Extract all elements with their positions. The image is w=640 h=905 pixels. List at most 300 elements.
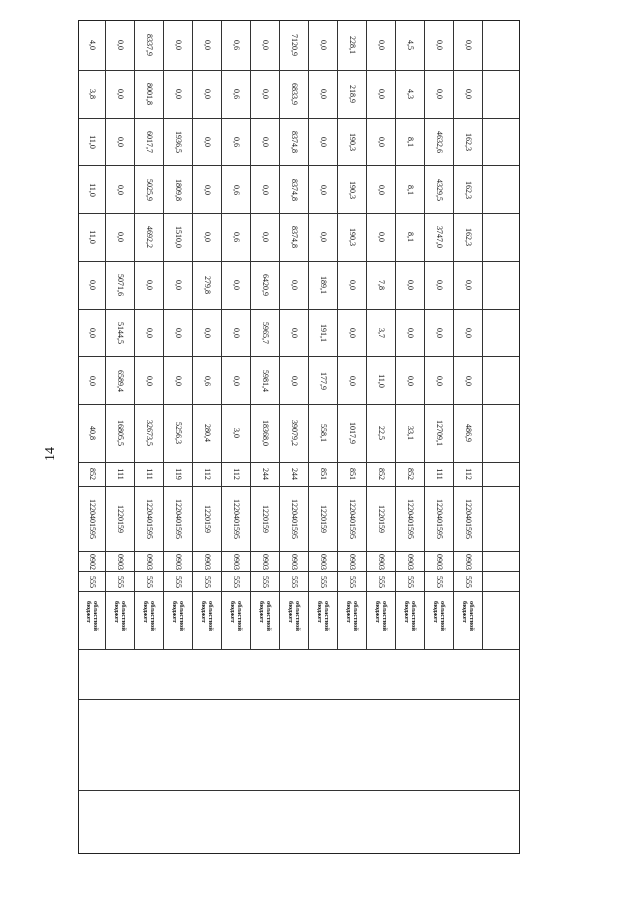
table-field-row — [79, 405, 519, 463]
cell-text: 11,0 — [88, 135, 97, 149]
cell-text: 0,0 — [377, 89, 386, 100]
table-cell — [222, 487, 251, 552]
table-cell — [396, 405, 425, 462]
table-cell-empty — [483, 21, 519, 70]
cell-text: 0,0 — [435, 89, 444, 100]
cell-text: областной бюджет — [258, 600, 272, 631]
table-cell — [396, 572, 425, 591]
cell-text: 0,0 — [261, 184, 270, 195]
table-cell — [251, 572, 280, 591]
table-cell — [367, 71, 396, 118]
table-cell — [425, 166, 454, 213]
table-cell — [251, 119, 280, 166]
cell-text: 8374,8 — [290, 226, 299, 249]
cell-text: 555 — [232, 575, 241, 588]
cell-text: 5981,4 — [261, 369, 270, 392]
table-cell — [367, 572, 396, 591]
table-field-row — [79, 463, 519, 487]
table-cell — [454, 166, 483, 213]
table-cell — [79, 262, 106, 309]
table-cell — [309, 552, 338, 571]
table-cell — [164, 262, 193, 309]
table-cell — [367, 405, 396, 462]
cell-text: 555 — [464, 575, 473, 588]
cell-text: 1220401595 — [290, 499, 299, 540]
table-cell — [222, 262, 251, 309]
cell-text: 0,0 — [377, 136, 386, 147]
table-cell — [135, 572, 164, 591]
table-cell — [280, 405, 309, 462]
cell-text: 0,0 — [319, 40, 328, 51]
table-cell — [309, 71, 338, 118]
table-cell — [193, 71, 222, 118]
table-cell — [425, 71, 454, 118]
cell-text: областной бюджет — [287, 600, 301, 631]
cell-text: 852 — [377, 468, 386, 481]
table-cell — [425, 310, 454, 357]
table-blank-row — [79, 791, 519, 853]
table-cell — [135, 310, 164, 357]
table-cell-empty — [483, 357, 519, 404]
table-cell — [79, 166, 106, 213]
cell-text: 1220159 — [261, 505, 270, 534]
table-cell — [222, 572, 251, 591]
cell-text: 162,3 — [464, 228, 473, 247]
table-cell — [309, 463, 338, 486]
table-cell — [79, 21, 106, 70]
cell-text: 280,4 — [203, 424, 212, 443]
table-cell — [338, 487, 367, 552]
table-cell — [425, 487, 454, 552]
table-cell — [164, 119, 193, 166]
table-cell — [135, 166, 164, 213]
table-cell — [222, 21, 251, 70]
table-cell-empty — [483, 572, 519, 591]
table-cell — [193, 592, 222, 649]
cell-text: 1220159 — [319, 505, 328, 534]
cell-text: 1017,9 — [348, 422, 357, 445]
table-cell-empty — [79, 700, 519, 791]
cell-text: 111 — [435, 468, 444, 480]
cell-text: 0,0 — [145, 280, 154, 291]
page-number: 14 — [43, 447, 58, 461]
table-cell-empty — [483, 487, 519, 552]
table-cell — [193, 214, 222, 261]
table-cell — [454, 572, 483, 591]
cell-text: 0,0 — [377, 40, 386, 51]
table-cell — [164, 21, 193, 70]
table-cell — [79, 463, 106, 486]
cell-text: 0,0 — [203, 136, 212, 147]
cell-text: 0,0 — [464, 327, 473, 338]
cell-text: областной бюджет — [85, 600, 99, 631]
cell-text: 228,1 — [348, 36, 357, 55]
table-field-row — [79, 21, 519, 71]
table-cell — [367, 463, 396, 486]
cell-text: 6420,9 — [261, 274, 270, 297]
cell-text: 11,0 — [88, 230, 97, 245]
table-cell — [280, 357, 309, 404]
table-cell — [193, 21, 222, 70]
table-cell — [338, 119, 367, 166]
cell-text: областной бюджет — [171, 600, 185, 631]
table-cell — [396, 592, 425, 649]
cell-text: 0,0 — [261, 40, 270, 51]
table-cell — [338, 71, 367, 118]
cell-text: 0903 — [377, 553, 386, 570]
table-cell — [309, 119, 338, 166]
table-cell — [425, 262, 454, 309]
table-cell — [106, 572, 135, 591]
cell-text: 1220401595 — [464, 499, 473, 540]
table-cell — [396, 21, 425, 70]
table-cell-empty — [483, 71, 519, 118]
table-field-row — [79, 71, 519, 119]
cell-text: 0,0 — [406, 327, 415, 338]
cell-text: 0,0 — [464, 40, 473, 51]
cell-text: 8337,9 — [145, 34, 154, 57]
cell-text: 0,0 — [464, 89, 473, 100]
table-cell — [309, 487, 338, 552]
table-cell — [425, 552, 454, 571]
table-cell — [309, 262, 338, 309]
cell-text: 8374,8 — [290, 130, 299, 153]
table-cell — [193, 166, 222, 213]
table-cell — [106, 310, 135, 357]
cell-text: 0,0 — [145, 327, 154, 338]
cell-text: 0,0 — [435, 280, 444, 291]
cell-text: 190,3 — [348, 180, 357, 199]
table-cell — [396, 310, 425, 357]
cell-text: областной бюджет — [113, 600, 127, 631]
table-cell — [367, 21, 396, 70]
table-cell — [425, 592, 454, 649]
table-cell — [251, 71, 280, 118]
cell-text: 0,0 — [377, 232, 386, 243]
table-cell — [251, 463, 280, 486]
cell-text: 0,0 — [348, 280, 357, 291]
cell-text: областной бюджет — [432, 600, 446, 631]
table-cell — [251, 214, 280, 261]
cell-text: 555 — [377, 575, 386, 588]
table-cell — [251, 262, 280, 309]
cell-text: областной бюджет — [374, 600, 388, 631]
cell-text: 111 — [116, 468, 125, 480]
table-cell — [193, 552, 222, 571]
table-cell — [251, 310, 280, 357]
cell-text: 1809,8 — [174, 178, 183, 201]
cell-text: 555 — [435, 575, 444, 588]
table-cell — [425, 357, 454, 404]
cell-text: 555 — [290, 575, 299, 588]
table-cell — [251, 21, 280, 70]
cell-text: 0,6 — [203, 375, 212, 386]
cell-text: 33,1 — [406, 426, 415, 441]
table-cell — [106, 262, 135, 309]
cell-text: 3747,0 — [435, 226, 444, 249]
table-cell — [454, 592, 483, 649]
cell-text: 0,6 — [232, 89, 241, 100]
cell-text: 244 — [261, 468, 270, 481]
table-cell — [425, 119, 454, 166]
cell-text: 112 — [203, 468, 212, 481]
table-cell — [396, 357, 425, 404]
table-cell — [193, 262, 222, 309]
table-cell — [135, 214, 164, 261]
table-cell — [309, 357, 338, 404]
cell-text: 0,0 — [203, 40, 212, 51]
table-cell — [309, 21, 338, 70]
table-cell — [367, 592, 396, 649]
table-cell-empty — [79, 791, 519, 853]
cell-text: 0,0 — [464, 280, 473, 291]
table-cell — [454, 310, 483, 357]
cell-text: 0,0 — [406, 375, 415, 386]
cell-text: 40,8 — [88, 426, 97, 441]
table-cell — [454, 21, 483, 70]
cell-text: 0,0 — [261, 136, 270, 147]
cell-text: 8,1 — [406, 232, 415, 243]
table-cell — [193, 357, 222, 404]
table-cell — [164, 463, 193, 486]
cell-text: 4,0 — [88, 40, 97, 51]
cell-text: 0,0 — [203, 327, 212, 338]
table-cell — [106, 463, 135, 486]
table-blank-row — [79, 700, 519, 792]
table-cell — [338, 552, 367, 571]
cell-text: 0903 — [174, 553, 183, 570]
table-cell — [106, 21, 135, 70]
table-cell — [396, 119, 425, 166]
table-cell — [338, 357, 367, 404]
cell-text: 0,0 — [435, 375, 444, 386]
cell-text: 558,1 — [319, 424, 328, 443]
cell-text: 0,0 — [232, 375, 241, 386]
table-cell — [222, 552, 251, 571]
cell-text: 190,3 — [348, 132, 357, 151]
table-cell — [251, 552, 280, 571]
cell-text: 7120,9 — [290, 34, 299, 57]
cell-text: 0,0 — [232, 280, 241, 291]
cell-text: 0,0 — [116, 232, 125, 243]
table-cell-empty — [483, 592, 519, 649]
cell-text: 1220401595 — [232, 499, 241, 540]
table-cell — [309, 572, 338, 591]
table-cell — [193, 487, 222, 552]
table-cell — [106, 357, 135, 404]
table-cell — [396, 552, 425, 571]
cell-text: 0,0 — [116, 89, 125, 100]
cell-text: 0,0 — [319, 232, 328, 243]
table-cell — [106, 166, 135, 213]
cell-text: 218,9 — [348, 85, 357, 104]
table-cell — [79, 592, 106, 649]
table-cell — [135, 71, 164, 118]
cell-text: 0,0 — [435, 327, 444, 338]
cell-text: 0903 — [348, 553, 357, 570]
cell-text: 5144,5 — [116, 321, 125, 344]
cell-text: 177,9 — [319, 371, 328, 390]
cell-text: 0,0 — [261, 89, 270, 100]
table-cell — [106, 592, 135, 649]
cell-text: 0903 — [290, 553, 299, 570]
cell-text: 5025,9 — [145, 178, 154, 201]
table-cell — [164, 405, 193, 462]
table-cell — [338, 214, 367, 261]
table-cell — [338, 463, 367, 486]
cell-text: 111 — [145, 468, 154, 480]
cell-text: 0,0 — [203, 89, 212, 100]
cell-text: 5965,7 — [261, 321, 270, 344]
table-cell — [454, 71, 483, 118]
cell-text: 8374,8 — [290, 178, 299, 201]
table-cell — [135, 552, 164, 571]
cell-text: 0,0 — [319, 136, 328, 147]
table-cell — [367, 262, 396, 309]
cell-text: 0,0 — [319, 184, 328, 195]
cell-text: 0,0 — [88, 375, 97, 386]
cell-text: 1220401595 — [406, 499, 415, 540]
cell-text: 0903 — [116, 553, 125, 570]
cell-text: 0,0 — [88, 280, 97, 291]
cell-text: 0,0 — [348, 327, 357, 338]
table-cell-empty — [483, 463, 519, 486]
cell-text: 486,9 — [464, 424, 473, 443]
cell-text: 0,0 — [319, 89, 328, 100]
table-field-row — [79, 552, 519, 572]
table-cell-empty — [483, 262, 519, 309]
table-field-row — [79, 262, 519, 310]
table-cell — [251, 592, 280, 649]
cell-text: 851 — [319, 468, 328, 481]
table-cell — [222, 463, 251, 486]
table-cell — [106, 71, 135, 118]
table-field-row — [79, 119, 519, 167]
cell-text: 0903 — [145, 553, 154, 570]
cell-text: 0,0 — [116, 136, 125, 147]
cell-text: 0903 — [435, 553, 444, 570]
cell-text: областной бюджет — [229, 600, 243, 631]
table-cell — [79, 572, 106, 591]
table-cell — [454, 357, 483, 404]
cell-text: 0,0 — [261, 232, 270, 243]
table-cell — [367, 166, 396, 213]
table-cell — [396, 214, 425, 261]
table-field-row — [79, 592, 519, 650]
cell-text: 190,3 — [348, 228, 357, 247]
table-cell — [338, 592, 367, 649]
cell-text: 0903 — [232, 553, 241, 570]
table-cell — [309, 310, 338, 357]
cell-text: 3,7 — [377, 327, 386, 338]
cell-text: 0,0 — [203, 184, 212, 195]
cell-text: 244 — [290, 468, 299, 481]
table-cell-empty — [483, 214, 519, 261]
table-cell — [164, 71, 193, 118]
table-cell — [454, 487, 483, 552]
cell-text: 22,5 — [377, 426, 386, 441]
table-cell — [280, 166, 309, 213]
table-cell — [425, 405, 454, 462]
table-cell — [106, 405, 135, 462]
cell-text: 0,0 — [116, 40, 125, 51]
table-cell — [106, 214, 135, 261]
cell-text: 11,0 — [88, 182, 97, 197]
table-cell — [79, 214, 106, 261]
table-field-row — [79, 487, 519, 553]
table-cell — [135, 463, 164, 486]
table-cell — [396, 487, 425, 552]
table-cell — [79, 552, 106, 571]
cell-text: 0,0 — [174, 280, 183, 291]
cell-text: 0902 — [88, 553, 97, 570]
cell-text: 8001,8 — [145, 83, 154, 106]
cell-text: 1220401595 — [174, 499, 183, 540]
cell-text: 162,3 — [464, 132, 473, 151]
table-cell — [367, 357, 396, 404]
table-cell — [251, 405, 280, 462]
cell-text: 555 — [319, 575, 328, 588]
table-cell-empty — [79, 650, 519, 699]
cell-text: 0,0 — [348, 375, 357, 386]
table-field-row — [79, 357, 519, 405]
cell-text: 555 — [203, 575, 212, 588]
cell-text: 119 — [174, 468, 183, 481]
table-cell — [222, 592, 251, 649]
table-cell — [454, 405, 483, 462]
cell-text: 4,5 — [406, 40, 415, 51]
cell-text: 0,6 — [232, 40, 241, 51]
table-cell-empty — [483, 552, 519, 571]
table-cell — [193, 405, 222, 462]
table-cell — [79, 357, 106, 404]
cell-text: 6017,7 — [145, 130, 154, 153]
cell-text: 0,0 — [203, 232, 212, 243]
cell-text: 0,0 — [174, 375, 183, 386]
cell-text: 0903 — [261, 553, 270, 570]
table-cell — [106, 487, 135, 552]
table-cell — [193, 463, 222, 486]
table-cell — [338, 262, 367, 309]
table-cell — [135, 592, 164, 649]
cell-text: 0,6 — [232, 136, 241, 147]
table-cell-empty — [483, 310, 519, 357]
cell-text: 16805,5 — [116, 420, 125, 447]
table-cell — [338, 572, 367, 591]
table-cell — [280, 119, 309, 166]
table-cell — [135, 487, 164, 552]
table-cell — [79, 119, 106, 166]
table-cell — [367, 552, 396, 571]
cell-text: 5256,3 — [174, 422, 183, 445]
table-cell — [425, 21, 454, 70]
table-cell — [280, 463, 309, 486]
cell-text: областной бюджет — [461, 600, 475, 631]
table-cell — [193, 310, 222, 357]
table-cell — [280, 262, 309, 309]
cell-text: 1220401595 — [88, 499, 97, 540]
cell-text: 0,0 — [290, 327, 299, 338]
cell-text: 555 — [348, 575, 357, 588]
cell-text: 852 — [406, 468, 415, 481]
cell-text: 1220159 — [203, 505, 212, 534]
table-cell — [251, 487, 280, 552]
cell-text: 1220159 — [116, 505, 125, 534]
budget-table — [78, 20, 520, 854]
cell-text: 0,0 — [145, 375, 154, 386]
table-cell — [454, 463, 483, 486]
table-cell — [222, 214, 251, 261]
